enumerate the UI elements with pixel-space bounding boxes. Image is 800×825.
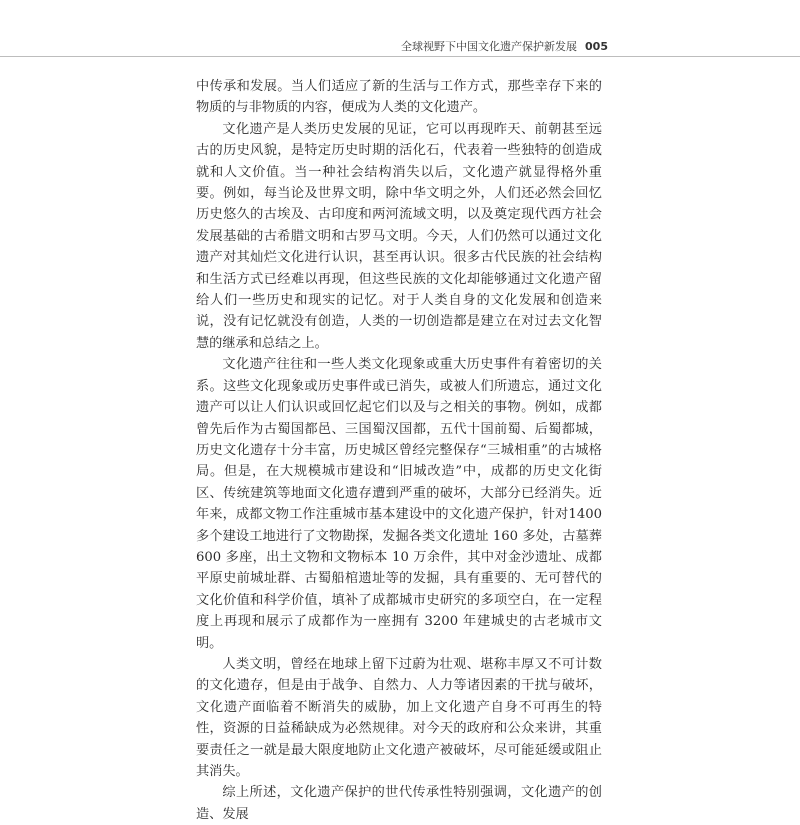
paragraph: 人类文明，曾经在地球上留下过蔚为壮观、堪称丰厚又不可计数的文化遗存，但是由于战争、自然力、人力等诸因素的干扰与破坏，文化遗产面临着不断消失的威胁，加上文化遗产自身不可再生的特性，资源的日益稀缺成为必然规律。对今天的政府和公众来讲，其重要责任之一就是最大限度地防止文化遗产被破坏，尽可能延缓或阻止其消失。: [196, 656, 602, 779]
running-title: 全球视野下中国文化遗产保护新发展: [401, 40, 578, 53]
body-text: [196, 76, 602, 825]
header-rule: [0, 56, 800, 57]
paragraph: 文化遗产是人类历史发展的见证，它可以再现昨天、前朝甚至远古的历史风貌，是特定历史时期的活化石，代表着一些独特的创造成就和人文价值。当一种社会结构消失以后，文化遗产就显得格外重要。例如，每当论及世界文明，除中华文明之外，人们还必然会回忆历史悠久的古埃及、古印度和两河流域文明，以及奠定现代西方社会发展基础的古希腊文明和古罗马文明。今天，人们仍然可以通过文化遗产对其灿烂文化进行认识，甚至再认识。很多古代民族的社会结构和生活方式已经难以再现，但这些民族的文化却能够通过文化遗产留给人们一些历史和现实的记忆。对于人类自身的文化发展和创造来说，没有记忆就没有创造，人类的一切创造都是建立在对过去文化智慧的继承和总结之上。: [196, 121, 602, 351]
paragraph-continuation: 中传承和发展。当人们适应了新的生活与工作方式，那些幸存下来的物质的与非物质的内容，便成为人类的文化遗产。: [196, 79, 602, 116]
running-header: [401, 38, 608, 54]
paragraph: 文化遗产往往和一些人类文化现象或重大历史事件有着密切的关系。这些文化现象或历史事件或已消失，或被人们所遗忘，通过文化遗产可以让人们认识或回忆起它们以及与之相关的事物。例如，成都曾先后作为古蜀国都邑、三国蜀汉国都，五代十国前蜀、后蜀都城，历史文化遗存十分丰富，历史城区曾经完整保存“三城相重”的古城格局。但是，在大规模城市建设和“旧城改造”中，成都的历史文化街区、传统建筑等地面文化遗存遭到严重的破坏，大部分已经消失。近年来，成都文物工作注重城市基本建设中的文化遗产保护，针对1400 多个建设工地进行了文物勘探，发掘各类文化遗址 160 多处，古墓葬 600 多座，出土文物和文物标本 10 万余件，其中对金沙遗址、成都平原史前城址群、古蜀船棺遗址等的发掘，具有重要的、无可替代的文化价值和科学价值，填补了成都城市史研究的多项空白，在一定程度上再现和展示了成都作为一座拥有 3200 年建城史的古老城市文明。: [196, 357, 602, 651]
paragraph: 综上所述，文化遗产保护的世代传承性特别强调，文化遗产的创造、发展: [196, 785, 602, 822]
page-number: 005: [585, 40, 608, 53]
